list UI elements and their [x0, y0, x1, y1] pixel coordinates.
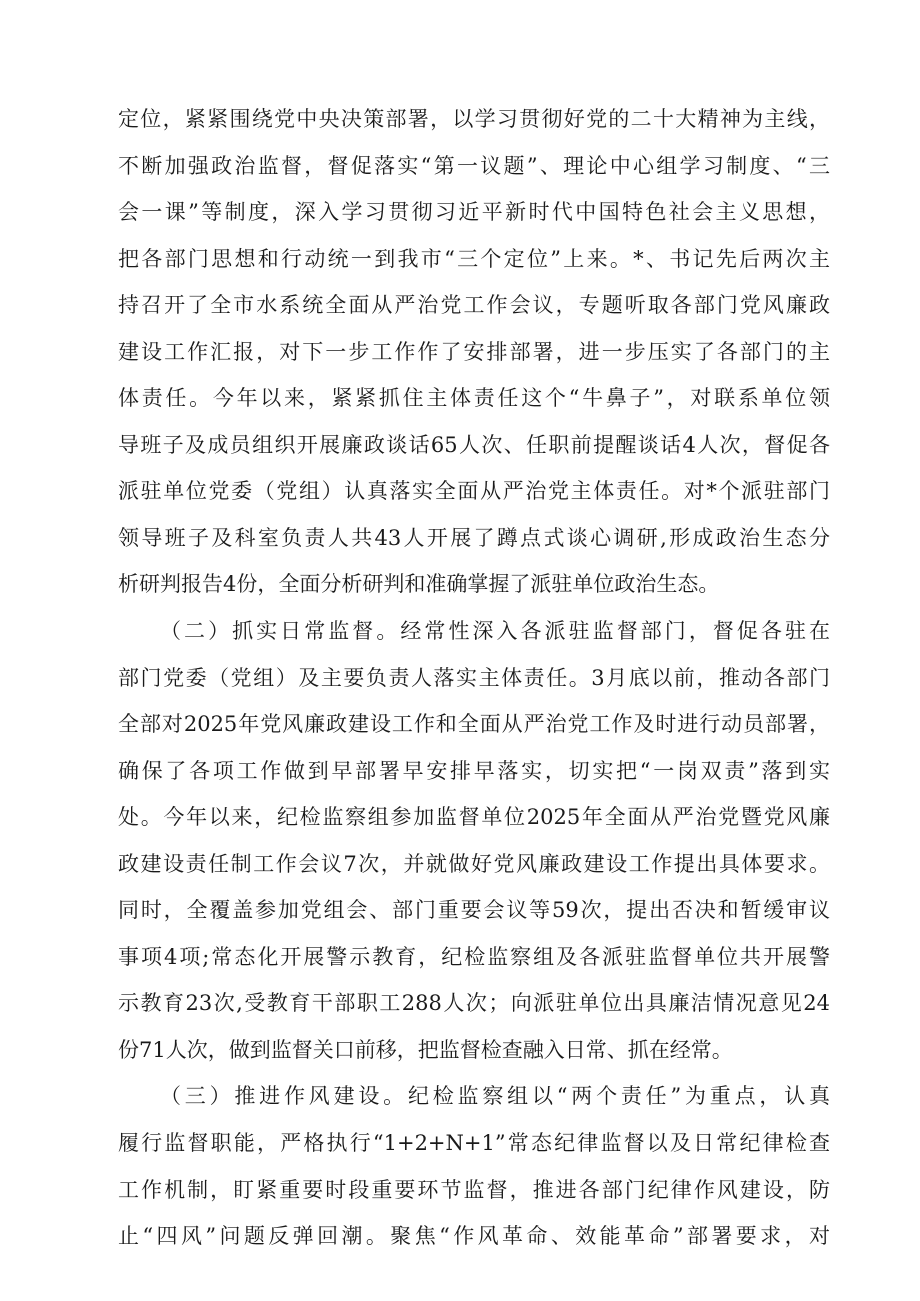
text-line: 领导班子及科室负责人共43人开展了蹲点式谈心调研,形成政治生态分 — [118, 525, 830, 550]
text-line: 止“四风”问题反弹回潮。聚焦“作风革命、效能革命”部署要求，对 — [118, 1224, 830, 1249]
text-line: 政建设责任制工作会议7次，并就做好党风廉政建设工作提出具体要求。 — [118, 851, 830, 876]
text-line: 不断加强政治监督，督促落实“第一议题”、理论中心组学习制度、“三 — [118, 153, 830, 178]
text-line: 把各部门思想和行动统一到我市“三个定位”上来。*、书记先后两次主 — [118, 246, 830, 271]
section-heading-line: （三）推进作风建设。纪检监察组以“两个责任”为重点，认真 — [160, 1084, 830, 1109]
text-line: 持召开了全市水系统全面从严治党工作会议，专题听取各部门党风廉政 — [118, 293, 830, 318]
text-line: 处。今年以来，纪检监察组参加监督单位2025年全面从严治党暨党风廉 — [118, 805, 830, 830]
text-line: 定位，紧紧围绕党中央决策部署，以学习贯彻好党的二十大精神为主线， — [118, 107, 830, 131]
body-text — [118, 96, 830, 1260]
text-line: 示教育23次,受教育干部职工288人次；向派驻单位出具廉洁情况意见24 — [118, 991, 830, 1016]
text-line: 体责任。今年以来，紧紧抓住主体责任这个“牛鼻子”，对联系单位领 — [118, 386, 830, 411]
text-line: 份71人次，做到监督关口前移，把监督检查融入日常、抓在经常。 — [118, 1037, 733, 1062]
text-line: 事项4项;常态化开展警示教育，纪检监察组及各派驻监督单位共开展警 — [118, 944, 830, 969]
section-heading-line: （二）抓实日常监督。经常性深入各派驻监督部门，督促各驻在 — [160, 619, 830, 644]
text-line: 全部对2025年党风廉政建设工作和全面从严治党工作及时进行动员部署， — [118, 712, 830, 737]
text-line: 建设工作汇报，对下一步工作作了安排部署，进一步压实了各部门的主 — [118, 339, 830, 364]
text-line: 同时，全覆盖参加党组会、部门重要会议等59次，提出否决和暂缓审议 — [118, 898, 830, 923]
text-line: 导班子及成员组织开展廉政谈话65人次、任职前提醒谈话4人次，督促各 — [118, 432, 830, 457]
text-line: 部门党委（党组）及主要负责人落实主体责任。3月底以前，推动各部门 — [118, 665, 830, 690]
text-line: 会一课”等制度，深入学习贯彻习近平新时代中国特色社会主义思想， — [118, 200, 830, 225]
text-line: 工作机制，盯紧重要时段重要环节监督，推进各部门纪律作风建设，防 — [118, 1177, 830, 1202]
text-line: 履行监督职能，严格执行“1+2+N+1”常态纪律监督以及日常纪律检查 — [118, 1131, 830, 1156]
text-line: 确保了各项工作做到早部署早安排早落实，切实把“一岗双责”落到实 — [118, 758, 830, 783]
text-line: 析研判报告4份，全面分析研判和准确掌握了派驻单位政治生态。 — [118, 572, 720, 597]
text-line: 派驻单位党委（党组）认真落实全面从严治党主体责任。对*个派驻部门 — [118, 479, 830, 504]
